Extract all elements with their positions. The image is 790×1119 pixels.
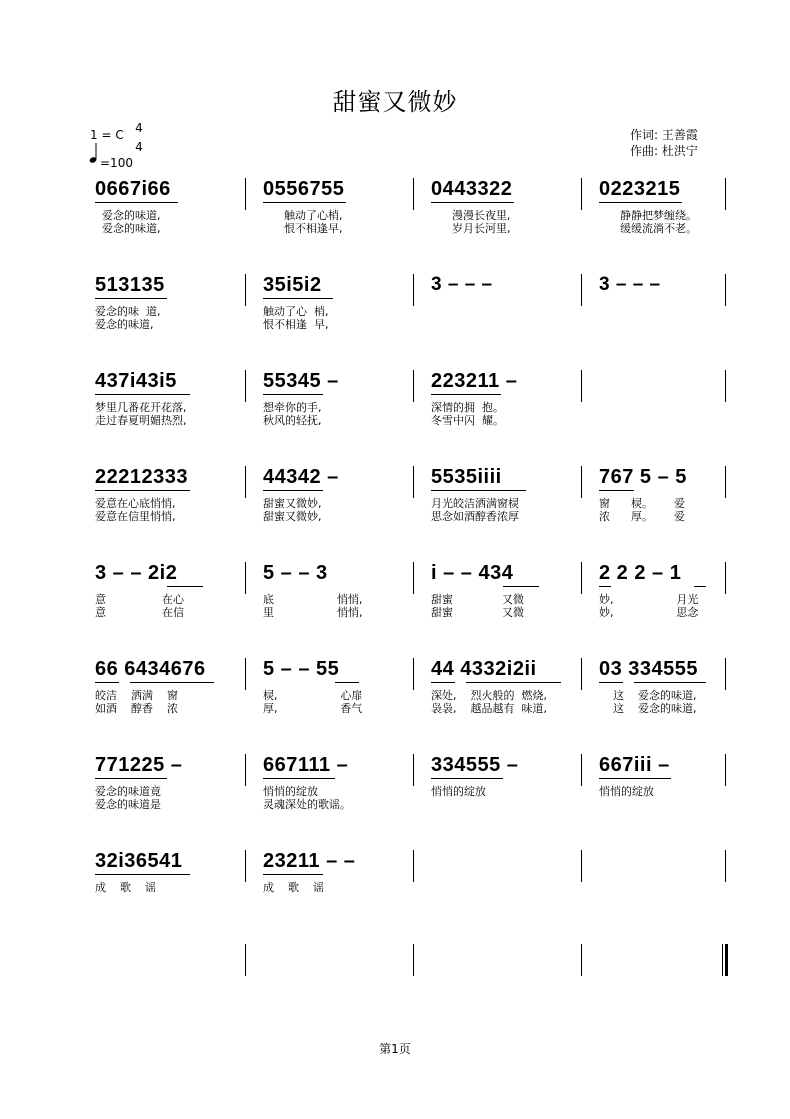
bar-line	[413, 178, 414, 210]
notation: 3 – – –	[431, 274, 493, 295]
notation: 03 334555	[599, 658, 699, 680]
lyric-line-2: 厚, 香气	[263, 702, 363, 715]
song-title: 甜蜜又微妙	[332, 88, 458, 116]
notation: 437i43i5	[95, 370, 177, 392]
lyric-line-2: 爱念的味道,	[95, 222, 161, 235]
bar-line	[245, 850, 246, 882]
lyric-line-1: 爱念的味道,	[95, 209, 161, 222]
notation: 0443322	[431, 178, 513, 200]
lyric-line-1: 悄悄的绽放	[599, 785, 654, 798]
beam	[431, 202, 514, 203]
lyric-line-1: 深情的拥 抱。	[431, 401, 504, 414]
lyric-line-2: 冬雪中闪 耀。	[431, 414, 504, 427]
beam	[263, 490, 323, 491]
bar-line	[725, 178, 726, 210]
beam	[167, 586, 203, 587]
notation: 3 – – –	[599, 274, 661, 295]
bar-line	[245, 178, 246, 210]
beam	[95, 682, 119, 683]
lyric-line-1: 底 悄悄,	[263, 593, 363, 606]
bar-line	[245, 370, 246, 402]
bar-line	[413, 658, 414, 690]
beam	[95, 778, 167, 779]
final-barline-thin	[722, 944, 723, 976]
bar-line	[413, 944, 414, 976]
bar-line	[413, 370, 414, 402]
notation: 667111 –	[263, 754, 349, 776]
final-barline-thick	[725, 944, 728, 976]
beam	[503, 586, 539, 587]
notation: 3 – – 2i2	[95, 562, 178, 584]
score-row	[0, 562, 790, 642]
bar-line	[245, 944, 246, 976]
bar-line	[245, 754, 246, 786]
composer-credit: 作曲: 杜洪宁	[630, 144, 698, 158]
lyric-line-1: 爱意在心底悄悄,	[95, 497, 176, 510]
beam	[95, 874, 190, 875]
lyric-line-1: 甜蜜 又微	[431, 593, 524, 606]
lyric-line-1: 爱念的味 道,	[95, 305, 161, 318]
beam	[634, 682, 706, 683]
beam	[263, 874, 323, 875]
notation: 55345 –	[263, 370, 339, 392]
bar-line	[581, 562, 582, 594]
notation: 5 – – 55	[263, 658, 340, 680]
bar-line	[725, 658, 726, 690]
bar-line	[581, 274, 582, 306]
lyric-line-2: 袅袅, 越品越有 味道,	[431, 702, 547, 715]
score-row	[0, 178, 790, 258]
beam	[95, 298, 167, 299]
score-row	[0, 754, 790, 834]
score-row	[0, 466, 790, 546]
beam	[431, 778, 503, 779]
beam	[466, 682, 561, 683]
quarter-note-icon	[88, 142, 98, 164]
lyric-line-2: 岁月长河里,	[431, 222, 511, 235]
notation: 5 – – 3	[263, 562, 328, 584]
lyric-line-2: 浓 厚。 爱	[599, 510, 685, 523]
bar-line	[413, 754, 414, 786]
bar-line	[725, 274, 726, 306]
beam	[431, 394, 501, 395]
bar-line	[581, 850, 582, 882]
score-row	[0, 370, 790, 450]
bar-line	[581, 466, 582, 498]
bar-line	[725, 754, 726, 786]
lyric-line-1: 棂, 心扉	[263, 689, 363, 702]
beam	[599, 778, 671, 779]
final-barline	[722, 944, 728, 976]
score-row	[0, 658, 790, 738]
notation: 44 4332i2ii	[431, 658, 537, 680]
notation: 22212333	[95, 466, 188, 488]
beam	[431, 682, 455, 683]
lyric-line-2: 甜蜜 又微	[431, 606, 524, 619]
notation: 32i36541	[95, 850, 183, 872]
beam	[263, 202, 346, 203]
lyric-line-2: 缓缓流淌不老。	[599, 222, 697, 235]
bar-line	[413, 850, 414, 882]
beam	[130, 682, 214, 683]
lyric-line-2: 甜蜜又微妙,	[263, 510, 322, 523]
lyric-line-1: 想牵你的手,	[263, 401, 322, 414]
beam	[599, 490, 634, 491]
notation: 44342 –	[263, 466, 339, 488]
bar-line	[725, 562, 726, 594]
lyric-line-2: 意 在信	[95, 606, 184, 619]
score-row	[0, 850, 790, 930]
beam	[694, 586, 706, 587]
notation: 223211 –	[431, 370, 518, 392]
lyric-line-1: 静静把梦缠绕。	[599, 209, 697, 222]
bar-line	[581, 178, 582, 210]
notation: 334555 –	[431, 754, 519, 776]
lyric-line-1: 触动了心 梢,	[263, 305, 329, 318]
lyric-line-2: 爱意在信里悄悄,	[95, 510, 176, 523]
bar-line	[245, 658, 246, 690]
bar-line	[245, 466, 246, 498]
notation: 35i5i2	[263, 274, 322, 296]
bar-line	[245, 562, 246, 594]
lyric-line-1: 月光皎洁洒满窗棂	[431, 497, 519, 510]
bar-line	[725, 370, 726, 402]
lyric-line-1: 悄悄的绽放	[431, 785, 486, 798]
lyric-line-1: 爱念的味道竟	[95, 785, 161, 798]
beam	[263, 778, 335, 779]
page-number: 第1页	[379, 1042, 411, 1056]
beam	[263, 298, 333, 299]
lyric-line-1: 窗 棂。 爱	[599, 497, 685, 510]
lyric-line-2: 秋风的轻抚,	[263, 414, 322, 427]
beam	[95, 202, 178, 203]
lyricist-credit: 作词: 王善霞	[630, 128, 698, 142]
notation: 0223215	[599, 178, 681, 200]
lyric-line-1: 成 歌 谣	[95, 881, 156, 894]
lyric-line-1: 悄悄的绽放	[263, 785, 318, 798]
notation: 66 6434676	[95, 658, 206, 680]
lyric-line-2: 恨不相逢早,	[263, 222, 343, 235]
key-signature: 1 = C	[90, 128, 124, 142]
notation: 5535iiii	[431, 466, 502, 488]
bar-line	[413, 466, 414, 498]
bar-line	[581, 370, 582, 402]
notation: 767 5 – 5	[599, 466, 687, 488]
lyric-line-2: 灵魂深处的歌谣。	[263, 798, 351, 811]
beam	[335, 682, 359, 683]
lyric-line-2: 恨不相逢 早,	[263, 318, 329, 331]
bar-line	[413, 562, 414, 594]
notation: 0667i66	[95, 178, 171, 200]
lyric-line-2: 爱念的味道是	[95, 798, 161, 811]
lyric-line-1: 甜蜜又微妙,	[263, 497, 322, 510]
lyric-line-1: 妙, 月光	[599, 593, 699, 606]
lyric-line-1: 皎洁 洒满 窗	[95, 689, 178, 702]
lyric-line-1: 意 在心	[95, 593, 184, 606]
bar-line	[581, 754, 582, 786]
lyric-line-2: 走过春夏明媚热烈,	[95, 414, 187, 427]
lyric-line-2: 思念如酒醇香浓厚	[431, 510, 519, 523]
lyric-line-1: 深处, 烈火般的 燃烧,	[431, 689, 547, 702]
beam	[599, 682, 623, 683]
time-signature-top: 4	[135, 121, 143, 135]
lyric-line-1: 这 爱念的味道,	[599, 689, 697, 702]
time-signature	[132, 120, 146, 155]
tempo-value: =100	[100, 156, 133, 170]
score-row	[0, 274, 790, 354]
bar-line	[581, 944, 582, 976]
notation: i – – 434	[431, 562, 514, 584]
beam	[95, 394, 190, 395]
lyric-line-1: 梦里几番花开花落,	[95, 401, 187, 414]
bar-line	[245, 274, 246, 306]
lyric-line-2: 如酒 醇香 浓	[95, 702, 178, 715]
notation: 513135	[95, 274, 165, 296]
lyric-line-1: 漫漫长夜里,	[431, 209, 511, 222]
notation: 23211 – –	[263, 850, 356, 872]
beam	[431, 490, 526, 491]
bar-line	[413, 274, 414, 306]
lyric-line-1: 触动了心梢,	[263, 209, 343, 222]
beam	[599, 202, 682, 203]
bar-line	[581, 658, 582, 690]
notation: 771225 –	[95, 754, 183, 776]
bar-line	[725, 466, 726, 498]
beam	[95, 490, 190, 491]
notation: 667iii –	[599, 754, 670, 776]
notation: 0556755	[263, 178, 345, 200]
lyric-line-2: 妙, 思念	[599, 606, 699, 619]
beam	[263, 394, 323, 395]
time-signature-bottom: 4	[135, 140, 143, 154]
credits	[630, 127, 698, 159]
notation: 2 2 2 – 1	[599, 562, 682, 584]
bar-line	[725, 850, 726, 882]
lyric-line-2: 爱念的味道,	[95, 318, 154, 331]
lyric-line-2: 里 悄悄,	[263, 606, 363, 619]
beam	[599, 586, 611, 587]
lyric-line-2: 这 爱念的味道,	[599, 702, 697, 715]
lyric-line-1: 成 歌 谣	[263, 881, 324, 894]
